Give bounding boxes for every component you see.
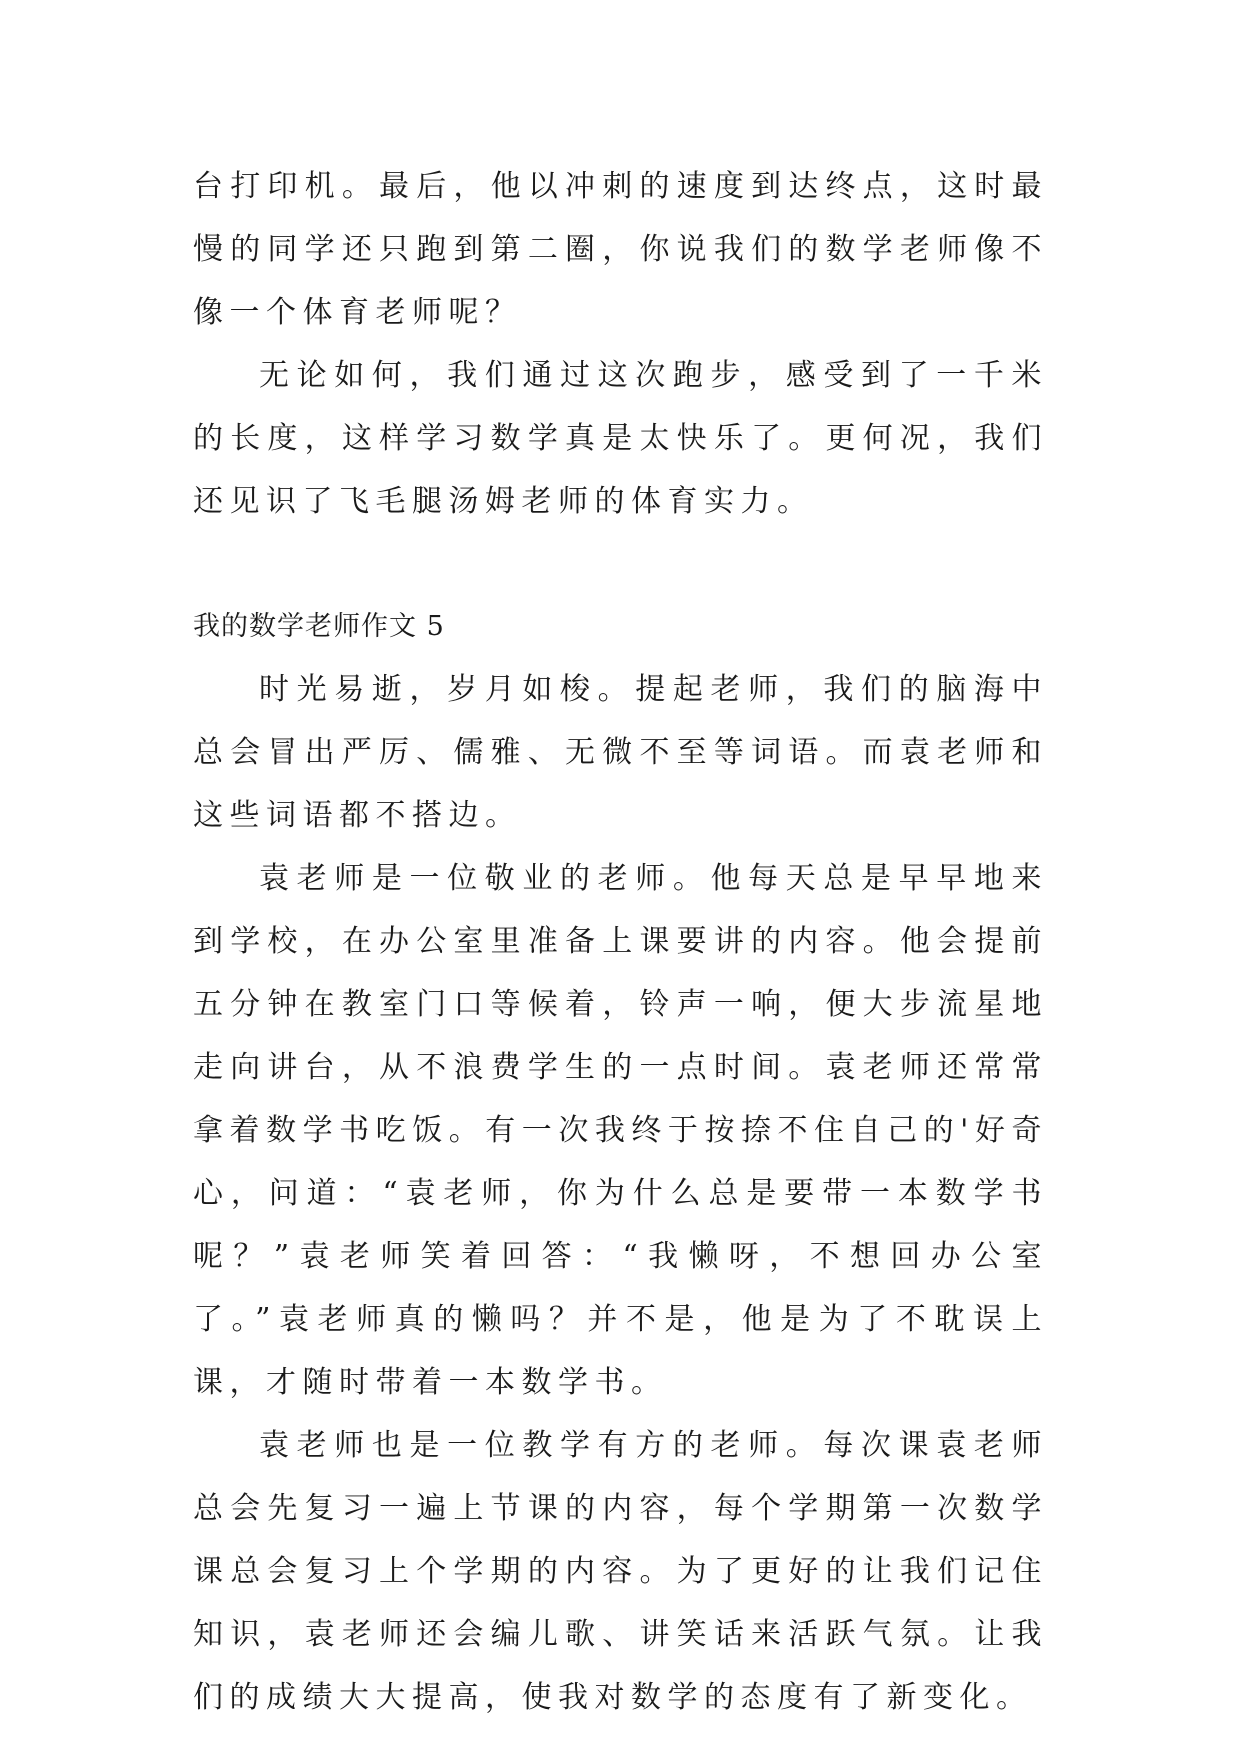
paragraph-continued: 台打印机。最后，他以冲刺的速度到达终点，这时最慢的同学还只跑到第二圈，你说我们的数学老师像不像一个体育老师呢？ [193, 169, 1048, 330]
document-page [193, 155, 1048, 1729]
paragraph-conclusion: 无论如何，我们通过这次跑步，感受到了一千米的长度，这样学习数学真是太快乐了。更何况，我们还见识了飞毛腿汤姆老师的体育实力。 [193, 358, 1048, 519]
paragraph-intro: 时光易逝，岁月如梭。提起老师，我们的脑海中总会冒出严厉、儒雅、无微不至等词语。而袁老师和这些词语都不搭边。 [193, 672, 1048, 833]
section-title: 我的数学老师作文 5 [193, 611, 445, 642]
paragraph-dedicated: 袁老师是一位敬业的老师。他每天总是早早地来到学校，在办公室里准备上课要讲的内容。他会提前五分钟在教室门口等候着，铃声一响，便大步流星地走向讲台，从不浪费学生的一点时间。袁老师还常常拿着数学书吃饭。有一次我终于按捺不住自己的'好奇心，问道：“袁老师，你为什么总是要带一本数学书呢？”袁老师笑着回答：“我懒呀，不想回办公室了。”袁老师真的懒吗？并不是，他是为了不耽误上课，才随时带着一本数学书。 [193, 861, 1048, 1400]
paragraph-teaching: 袁老师也是一位教学有方的老师。每次课袁老师总会先复习一遍上节课的内容，每个学期第一次数学课总会复习上个学期的内容。为了更好的让我们记住知识，袁老师还会编儿歌、讲笑话来活跃气氛。让我们的成绩大大提高，使我对数学的态度有了新变化。 [193, 1428, 1048, 1715]
